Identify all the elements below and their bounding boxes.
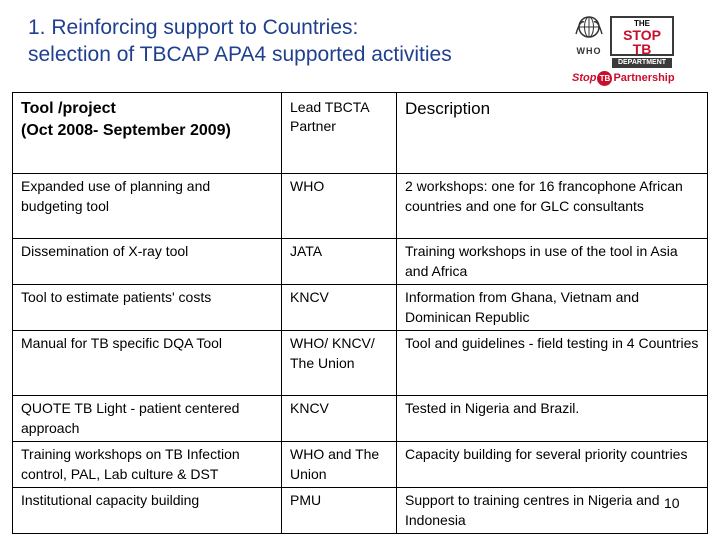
table-row bbox=[13, 488, 708, 534]
activities-table bbox=[12, 92, 708, 534]
cell-partner: WHO/ KNCV/ The Union bbox=[282, 331, 397, 396]
cell-description: Information from Ghana, Vietnam and Dominican Republic bbox=[397, 285, 708, 331]
cell-description: Support to training centres in Nigeria and Indonesia bbox=[397, 488, 708, 534]
table-row bbox=[13, 396, 708, 442]
logos bbox=[568, 14, 718, 96]
header-lead-partner-line-1: Lead TBCTA bbox=[290, 99, 370, 115]
header-tool-project bbox=[13, 93, 282, 174]
cell-tool: Expanded use of planning and budgeting tool bbox=[13, 174, 282, 239]
cell-description: Training workshops in use of the tool in Asia and Africa bbox=[397, 239, 708, 285]
cell-description: Capacity building for several priority countries bbox=[397, 442, 708, 488]
who-logo bbox=[570, 16, 608, 56]
header-tool-project-line-2: (Oct 2008- September 2009) bbox=[21, 122, 231, 139]
cell-description: Tool and guidelines - field testing in 4 Countries bbox=[397, 331, 708, 396]
cell-description: Tested in Nigeria and Brazil. bbox=[397, 396, 708, 442]
header-lead-partner-line-2: Partner bbox=[290, 118, 336, 134]
cell-tool: Tool to estimate patients' costs bbox=[13, 285, 282, 331]
cell-partner: WHO and The Union bbox=[282, 442, 397, 488]
stop-tb-department-logo bbox=[610, 16, 674, 66]
partnership-tb-ball: TB bbox=[597, 71, 612, 86]
cell-partner: JATA bbox=[282, 239, 397, 285]
cell-partner: PMU bbox=[282, 488, 397, 534]
table-row bbox=[13, 239, 708, 285]
header-description bbox=[397, 93, 708, 174]
header-tool-project-line-1: Tool /project bbox=[21, 100, 116, 117]
cell-description: 2 workshops: one for 16 francophone African countries and one for GLC consultants bbox=[397, 174, 708, 239]
partnership-stop: Stop bbox=[572, 72, 597, 84]
cell-partner: WHO bbox=[282, 174, 397, 239]
slide-title-line-1: 1. Reinforcing support to Countries: bbox=[28, 16, 359, 39]
table-row bbox=[13, 174, 708, 239]
table-row bbox=[13, 331, 708, 396]
cell-tool: Dissemination of X-ray tool bbox=[13, 239, 282, 285]
who-emblem-icon bbox=[574, 16, 604, 40]
slide-title-line-2: selection of TBCAP APA4 supported activities bbox=[28, 43, 452, 66]
cell-tool: Manual for TB specific DQA Tool bbox=[13, 331, 282, 396]
who-label: WHO bbox=[576, 46, 602, 56]
cell-partner: KNCV bbox=[282, 285, 397, 331]
stop-tb-the: THE bbox=[634, 19, 650, 28]
cell-partner: KNCV bbox=[282, 396, 397, 442]
header-lead-partner bbox=[282, 93, 397, 174]
stop-tb-department: DEPARTMENT bbox=[612, 58, 672, 68]
table-row bbox=[13, 285, 708, 331]
cell-tool: QUOTE TB Light - patient centered approach bbox=[13, 396, 282, 442]
cell-tool: Training workshops on TB Infection control, PAL, Lab culture & DST bbox=[13, 442, 282, 488]
header-description-text: Description bbox=[405, 99, 491, 118]
stop-tb-partnership-logo bbox=[572, 68, 718, 88]
cell-tool: Institutional capacity building bbox=[13, 488, 282, 534]
stop-tb-text: STOP TB bbox=[623, 27, 661, 57]
partnership-word: Partnership bbox=[613, 72, 675, 84]
table-header-row bbox=[13, 93, 708, 174]
page-number: 10 bbox=[664, 495, 680, 511]
slide-title bbox=[28, 14, 568, 68]
table-row bbox=[13, 442, 708, 488]
